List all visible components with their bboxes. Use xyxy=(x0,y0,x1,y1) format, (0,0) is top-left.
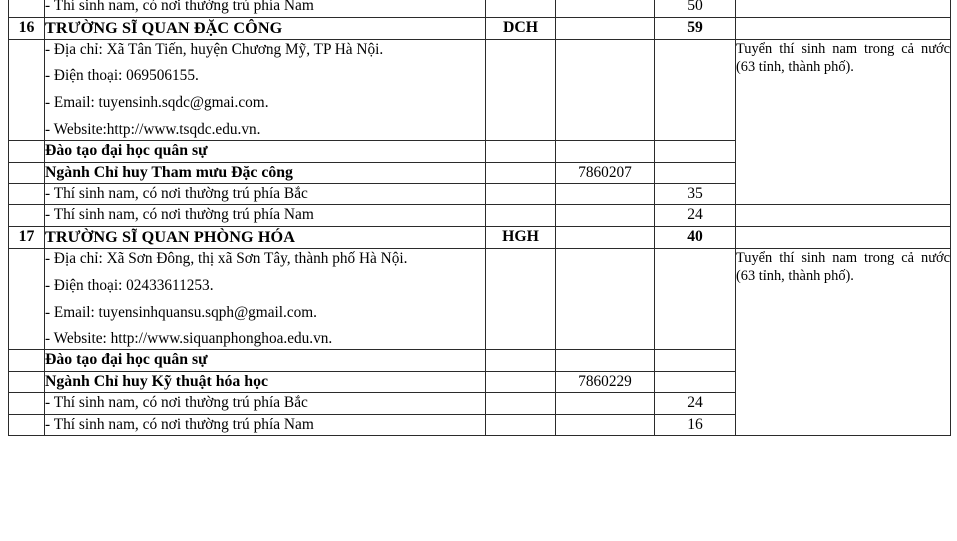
row-major-code xyxy=(556,205,655,226)
row-quota: 50 xyxy=(655,0,736,17)
school-contact-block xyxy=(45,39,486,141)
contact-website: - Website: http://www.siquanphonghoa.edu.vn. xyxy=(45,330,333,348)
section-heading: Đào tạo đại học quân sự xyxy=(45,141,486,163)
contact-phone: - Điện thoại: 069506155. xyxy=(45,67,199,85)
row-quota: 24 xyxy=(655,393,736,414)
admissions-table xyxy=(8,0,951,436)
row-school-code xyxy=(486,184,556,205)
row-note xyxy=(736,205,951,226)
row-index xyxy=(9,350,45,372)
row-quota: 16 xyxy=(655,414,736,435)
row-school-code xyxy=(486,371,556,393)
row-index xyxy=(9,205,45,226)
row-major-code xyxy=(556,226,655,248)
row-index xyxy=(9,162,45,184)
major-code: 7860229 xyxy=(556,371,655,393)
school-name: TRƯỜNG SĨ QUAN ĐẶC CÔNG xyxy=(45,17,486,39)
row-school-code xyxy=(486,162,556,184)
contact-address: - Địa chỉ: Xã Tân Tiến, huyện Chương Mỹ, TP Hà Nội. xyxy=(45,40,384,58)
contact-phone: - Điện thoại: 02433611253. xyxy=(45,276,214,294)
row-label: - Thí sinh nam, có nơi thường trú phía Bắc xyxy=(45,184,486,205)
row-school-code xyxy=(486,141,556,163)
row-label: - Thí sinh nam, có nơi thường trú phía Nam xyxy=(45,0,486,17)
row-quota xyxy=(655,350,736,372)
row-quota xyxy=(655,162,736,184)
row-index xyxy=(9,141,45,163)
row-school-code xyxy=(486,0,556,17)
table-row-school-header xyxy=(9,226,951,248)
row-school-code xyxy=(486,414,556,435)
row-major-code xyxy=(556,141,655,163)
school-name: TRƯỜNG SĨ QUAN PHÒNG HÓA xyxy=(45,226,486,248)
row-label: - Thí sinh nam, có nơi thường trú phía Bắc xyxy=(45,393,486,414)
school-note: Tuyển thí sinh nam trong cả nước (63 tỉnh, thành phố). xyxy=(736,39,951,205)
row-index xyxy=(9,414,45,435)
contact-address: - Địa chỉ: Xã Sơn Đông, thị xã Sơn Tây, thành phố Hà Nội. xyxy=(45,249,408,267)
school-code: HGH xyxy=(486,226,556,248)
contact-email: - Email: tuyensinh.sqdc@gmai.com. xyxy=(45,94,269,112)
row-index xyxy=(9,184,45,205)
row-index xyxy=(9,393,45,414)
section-heading: Đào tạo đại học quân sự xyxy=(45,350,486,372)
row-major-code xyxy=(556,248,655,350)
row-quota xyxy=(655,141,736,163)
school-note: Tuyển thí sinh nam trong cả nước (63 tỉnh, thành phố). xyxy=(736,248,951,435)
row-quota xyxy=(655,371,736,393)
row-school-code xyxy=(486,393,556,414)
school-contact-block xyxy=(45,248,486,350)
school-quota: 40 xyxy=(655,226,736,248)
row-major-code xyxy=(556,17,655,39)
row-school-code xyxy=(486,248,556,350)
table-body xyxy=(9,0,951,435)
row-index xyxy=(9,371,45,393)
table-row xyxy=(9,205,951,226)
table-row-contact xyxy=(9,248,951,350)
row-note xyxy=(736,17,951,39)
major-name: Ngành Chỉ huy Kỹ thuật hóa học xyxy=(45,371,486,393)
row-index: 16 xyxy=(9,17,45,39)
row-school-code xyxy=(486,39,556,141)
table-row xyxy=(9,0,951,17)
row-index xyxy=(9,248,45,350)
row-school-code xyxy=(486,350,556,372)
row-label: - Thí sinh nam, có nơi thường trú phía Nam xyxy=(45,205,486,226)
contact-email: - Email: tuyensinhquansu.sqph@gmail.com. xyxy=(45,303,317,321)
major-name: Ngành Chỉ huy Tham mưu Đặc công xyxy=(45,162,486,184)
row-note xyxy=(736,226,951,248)
school-quota: 59 xyxy=(655,17,736,39)
row-index xyxy=(9,39,45,141)
row-quota xyxy=(655,39,736,141)
row-major-code xyxy=(556,39,655,141)
row-school-code xyxy=(486,205,556,226)
row-quota: 24 xyxy=(655,205,736,226)
row-major-code xyxy=(556,0,655,17)
row-index xyxy=(9,0,45,17)
row-quota xyxy=(655,248,736,350)
school-code: DCH xyxy=(486,17,556,39)
row-major-code xyxy=(556,184,655,205)
table-row-school-header xyxy=(9,17,951,39)
contact-website: - Website:http://www.tsqdc.edu.vn. xyxy=(45,121,261,139)
row-major-code xyxy=(556,414,655,435)
row-index: 17 xyxy=(9,226,45,248)
table-row-contact xyxy=(9,39,951,141)
row-major-code xyxy=(556,393,655,414)
row-label: - Thí sinh nam, có nơi thường trú phía Nam xyxy=(45,414,486,435)
major-code: 7860207 xyxy=(556,162,655,184)
row-note xyxy=(736,0,951,17)
row-quota: 35 xyxy=(655,184,736,205)
row-major-code xyxy=(556,350,655,372)
